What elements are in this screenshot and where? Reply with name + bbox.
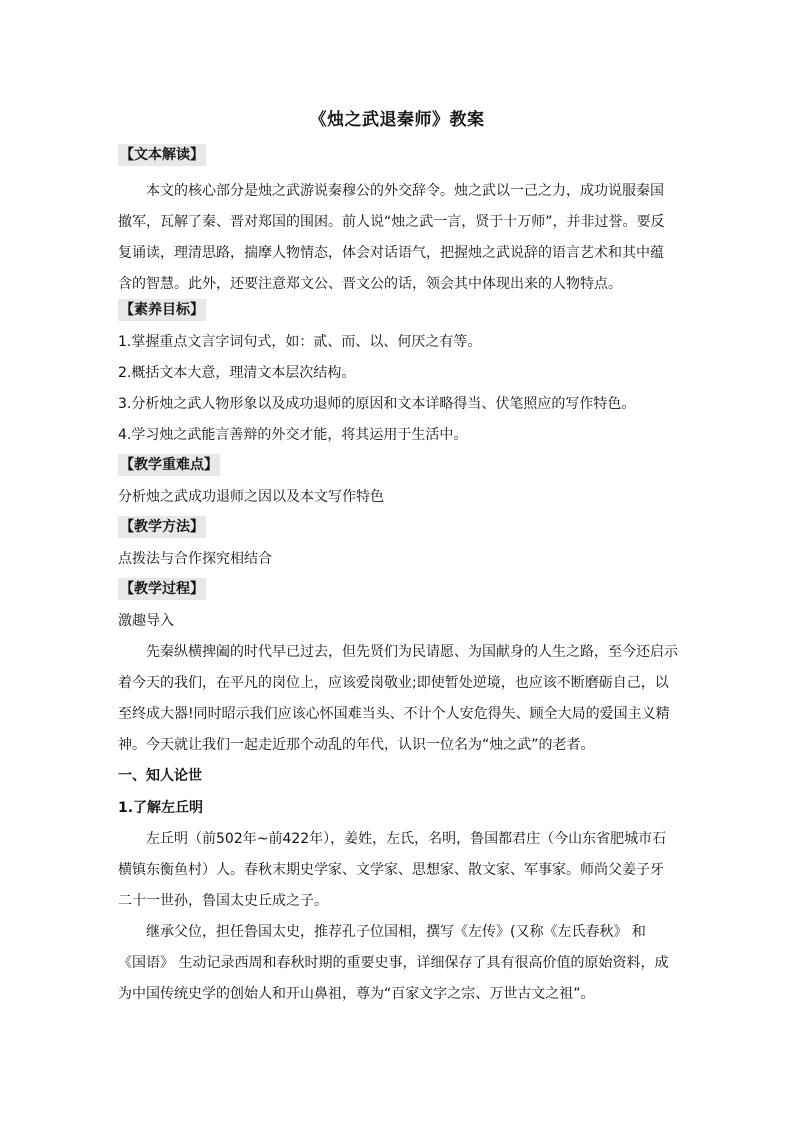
goal-item: 2.概括文本大意，理清文本层次结构。: [118, 365, 356, 381]
goal-item: 3.分析烛之武人物形象以及成功退师的原因和文本详略得当、伏笔照应的写作特色。: [118, 396, 636, 412]
paragraph-line: 为中国传统史学的创始人和开山鼻祖，尊为“百家文字之宗、万世古文之祖”。: [118, 986, 595, 1002]
heading-goals: 【素养目标】: [118, 299, 206, 321]
part1-heading: 一、知人论世: [118, 768, 202, 784]
document-title: 《烛之武退秦师》教案: [309, 110, 485, 130]
intro-label: 激趣导入: [118, 613, 174, 629]
paragraph-line: 着今天的我们，在平凡的岗位上，应该爱岗敬业;即使暂处逆境，也应该不断磨砺自己，以: [118, 675, 669, 691]
paragraph-line: 复诵读，理清思路，揣摩人物情态，体会对话语气，把握烛之武说辞的语言艺术和其中蕴: [118, 245, 664, 261]
sub1-heading: 1.了解左丘明: [118, 800, 204, 816]
heading-methods: 【教学方法】: [118, 516, 206, 538]
paragraph-line: 本文的核心部分是烛之武游说秦穆公的外交辞令。烛之武以一己之力，成功说服秦国: [146, 183, 664, 199]
paragraph-line: 含的智慧。此外，还要注意郑文公、晋文公的话，领会其中体现出来的人物特点。: [118, 276, 622, 292]
paragraph-line: 继承父位，担任鲁国太史，推荐孔子位国相，撰写《左传》(又称《左氏春秋》 和: [146, 924, 646, 940]
paragraph-line: 神。今天就让我们一起走近那个动乱的年代，认识一位名为“烛之武”的老者。: [118, 737, 595, 753]
key-points-text: 分析烛之武成功退师之因以及本文写作特色: [118, 489, 384, 505]
paragraph-line: 二十一世孙，鲁国太史丘成之子。: [118, 893, 328, 909]
intro-paragraph: [118, 637, 678, 761]
heading-key-points: 【教学重难点】: [118, 454, 220, 476]
heading-process: 【教学过程】: [118, 578, 206, 600]
paragraph-line: 至终成大器!同时昭示我们应该心怀国难当头、不计个人安危得失、顾全大局的爱国主义精: [118, 706, 670, 722]
text-reading-paragraph: [118, 176, 678, 300]
goal-item: 4.学习烛之武能言善辩的外交才能，将其运用于生活中。: [118, 427, 468, 443]
paragraph-line: 横镇东衡鱼村）人。春秋末期史学家、文学家、思想家、散文家、军事家。师尚父姜子牙: [118, 862, 664, 878]
goal-item: 1.掌握重点文言字词句式，如：贰、而、以、何厌之有等。: [118, 334, 482, 350]
paragraph-line: 撤军，瓦解了秦、晋对郑国的围困。前人说“烛之武一言，贤于十万师”，并非过誉。要反: [118, 214, 665, 230]
paragraph-line: 《国语》 生动记录西周和春秋时期的重要史事，详细保存了具有很高价值的原始资料，成: [118, 955, 669, 971]
paragraph-line: 先秦纵横捭阖的时代早已过去，但先贤们为民请愿、为国献身的人生之路，至今还启示: [146, 644, 678, 660]
heading-text-reading: 【文本解读】: [118, 144, 206, 166]
paragraph-line: 左丘明（前502年~前422年），姜姓，左氏，名明，鲁国都君庄（今山东省肥城市石: [146, 831, 667, 847]
methods-text: 点拨法与合作探究相结合: [118, 551, 272, 567]
zuoqiuming-paragraph-2: [118, 917, 678, 1010]
zuoqiuming-paragraph-1: [118, 824, 678, 917]
